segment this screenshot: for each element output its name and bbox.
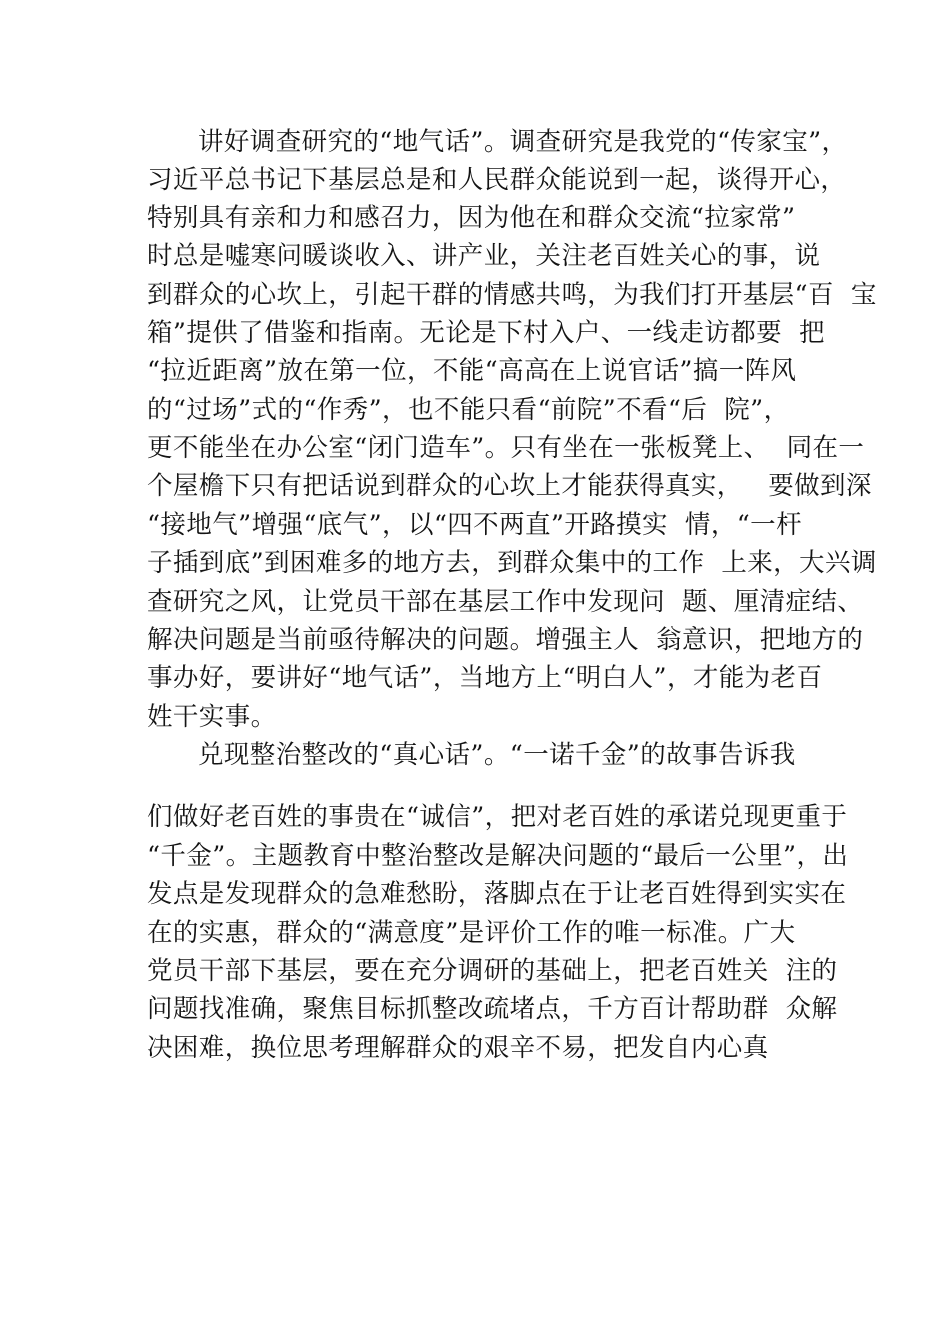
text-line: 姓干实事。 bbox=[147, 702, 277, 732]
text-line: 查研究之风，让党员干部在基层工作中发现问 题、厘清症结、 bbox=[147, 587, 864, 617]
text-line: 箱”提供了借鉴和指南。无论是下村入户、一线走访都要 把 bbox=[147, 318, 825, 348]
text-line: 子插到底”到困难多的地方去，到群众集中的工作 上来，大兴调 bbox=[147, 548, 877, 578]
text-line: 时总是嘘寒问暖谈收入、讲产业，关注老百姓关心的事，说 bbox=[147, 241, 821, 271]
text-line: 们做好老百姓的事贵在“诚信”，把对老百姓的承诺兑现更重于 bbox=[147, 802, 848, 832]
text-line: “千金”。主题教育中整治整改是解决问题的“最后一公里”，出 bbox=[147, 841, 849, 871]
text-line: 决困难，换位思考理解群众的艰辛不易，把发自内心真 bbox=[147, 1033, 769, 1063]
text-line: 的“过场”式的“作秀”，也不能只看“前院”不看“后 院”， bbox=[147, 395, 790, 425]
text-line: 在的实惠，群众的“满意度”是评价工作的唯一标准。广大 bbox=[147, 918, 796, 948]
text-line: 到群众的心坎上，引起干群的情感共鸣，为我们打开基层“百 宝 bbox=[147, 280, 877, 310]
text-line: 党员干部下基层，要在充分调研的基础上，把老百姓关 注的 bbox=[147, 956, 838, 986]
text-line: “拉近距离”放在第一位，不能“高高在上说官话”搞一阵风 bbox=[147, 356, 797, 386]
text-line: 发点是发现群众的急难愁盼，落脚点在于让老百姓得到实实在 bbox=[147, 879, 847, 909]
text-line: 习近平总书记下基层总是和人民群众能说到一起，谈得开心， bbox=[147, 165, 847, 195]
text-line: 兑现整治整改的“真心话”。“一诺千金”的故事告诉我 bbox=[198, 740, 796, 770]
text-line: 事办好，要讲好“地气话”，当地方上“明白人”，才能为老百 bbox=[147, 663, 823, 693]
text-line: 解决问题是当前亟待解决的问题。增强主人 翁意识，把地方的 bbox=[147, 625, 864, 655]
text-line: 更不能坐在办公室“闭门造车”。只有坐在一张板凳上、 同在一 bbox=[147, 433, 865, 463]
text-line: 讲好调查研究的“地气话”。调查研究是我党的“传家宝”， bbox=[198, 127, 848, 157]
text-line: “接地气”增强“底气”，以“四不两直”开路摸实 情，“一杆 bbox=[147, 510, 802, 540]
text-line: 问题找准确，聚焦目标抓整改疏堵点，千方百计帮助群 众解 bbox=[147, 994, 838, 1024]
text-line: 个屋檐下只有把话说到群众的心坎上才能获得真实， 要做到深 bbox=[147, 471, 872, 501]
text-line: 特别具有亲和力和感召力，因为他在和群众交流“拉家常” bbox=[147, 203, 796, 233]
